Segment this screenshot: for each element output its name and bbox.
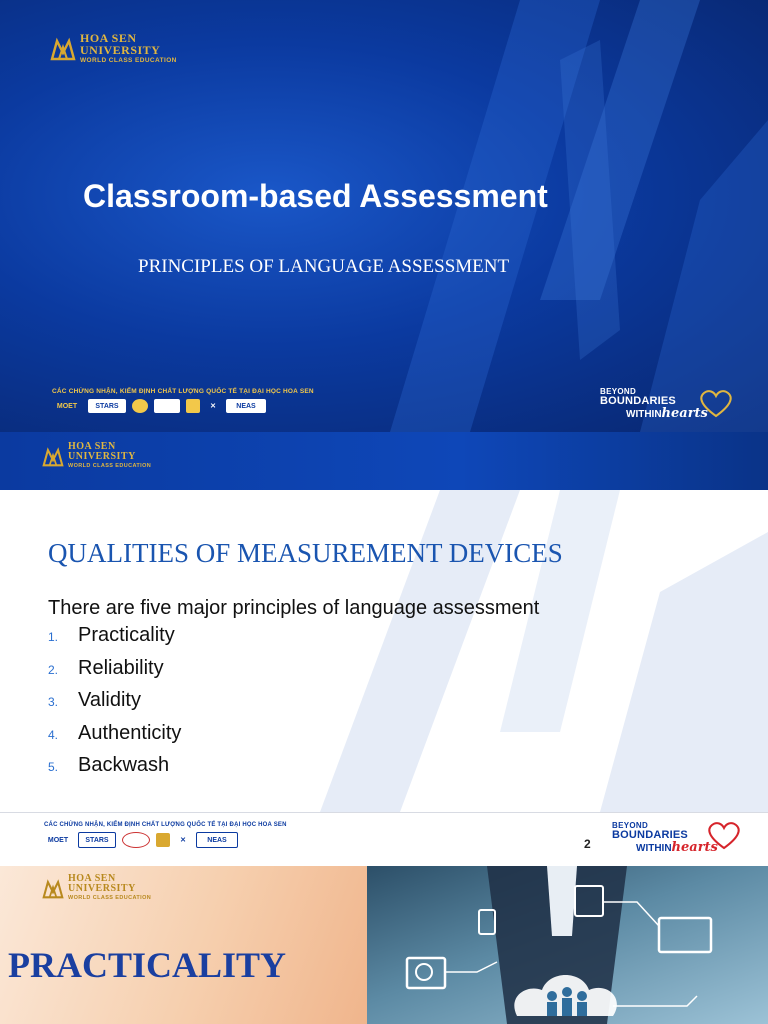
page-number: 2 [584,837,591,851]
moet-badge: MOET [47,836,69,844]
slide2-intro: There are five major principles of language assessment [48,597,540,619]
logo-line1: HOA SEN [68,873,116,884]
slide2-university-logo [42,442,151,470]
logo-tagline: WORLD CLASS EDUCATION [68,463,152,469]
list-number: 5. [48,760,59,775]
stars-badge: STARS [78,832,116,848]
logo-line2: UNIVERSITY [68,883,136,894]
heart-icon [696,388,736,418]
slide2-title: QUALITIES OF MEASUREMENT DEVICES [48,538,563,568]
logo-tagline: WORLD CLASS EDUCATION [80,57,177,64]
accreditation-badge-6: ✕ [210,403,216,410]
campaign-hearts: hearts [671,840,718,855]
heart-icon [704,820,744,850]
list-label: Backwash [78,754,170,777]
business-technology-image [367,866,768,1024]
stars-badge: STARS [88,399,126,413]
logo-line1: HOA SEN [68,441,116,452]
cloud-network-illustration [367,866,768,1024]
campaign-hearts: hearts [661,406,708,421]
list-number: 3. [48,695,59,710]
list-number: 2. [48,662,59,677]
accreditation-strip [52,388,314,413]
campaign-within: WITHIN [626,409,662,420]
accreditation-badge-3 [132,399,148,413]
list-label: Reliability [78,656,164,679]
accreditation-heading: CÁC CHỨNG NHẬN, KIỂM ĐỊNH CHẤT LƯỢNG QUỐC TẾ TẠI ĐẠI HỌC HOA SEN [52,388,314,395]
accreditation-badge-4 [156,833,170,847]
university-logo [50,32,177,65]
list-label: Authenticity [78,721,182,744]
lotus-logo-icon [42,445,64,467]
campaign-line2: BOUNDARIES [612,829,688,841]
qualities-slide [0,432,768,866]
list-item [48,657,181,690]
campaign-line1: BEYOND [600,387,637,396]
accreditation-badge-5: ✕ [180,837,186,844]
list-number: 4. [48,727,59,742]
list-label: Practicality [78,624,175,646]
logo-line1: HOA SEN [80,31,137,45]
background-stripes [0,0,768,432]
slide1-title: Classroom-based Assessment [83,178,548,214]
neas-badge: NEAS [226,399,266,413]
accreditation-badge-4 [154,399,180,413]
list-item [48,722,181,755]
list-item [48,754,181,787]
title-slide [0,0,768,432]
logo-line2: UNIVERSITY [68,451,136,462]
campaign-logo [600,388,708,420]
slide3-title: PRACTICALITY [8,945,287,985]
logo-tagline: WORLD CLASS EDUCATION [68,895,152,901]
footer-divider [0,812,768,813]
campaign-logo [612,822,718,854]
slide3-university-logo [42,874,151,902]
principles-list [48,624,181,787]
list-number: 1. [48,630,59,644]
lotus-logo-icon [50,35,76,61]
slide1-subtitle: PRINCIPLES OF LANGUAGE ASSESSMENT [138,256,510,277]
accreditation-badge-3 [122,832,150,848]
campaign-within: WITHIN [636,843,672,854]
logo-line2: UNIVERSITY [80,43,161,57]
campaign-line1: BEYOND [612,821,649,830]
slide2-accreditation-strip [44,822,287,848]
list-item [48,689,181,722]
list-label: Validity [78,689,141,712]
practicality-slide [0,866,768,1024]
campaign-line2: BOUNDARIES [600,395,676,407]
accreditation-badge-5 [186,399,200,413]
list-item [48,624,181,657]
neas-badge: NEAS [196,832,238,848]
lotus-logo-icon [42,877,64,899]
moet-badge: MOET [56,402,78,410]
accreditation-heading: CÁC CHỨNG NHẬN, KIỂM ĐỊNH CHẤT LƯỢNG QUỐC TẾ TẠI ĐẠI HỌC HOA SEN [44,822,287,828]
